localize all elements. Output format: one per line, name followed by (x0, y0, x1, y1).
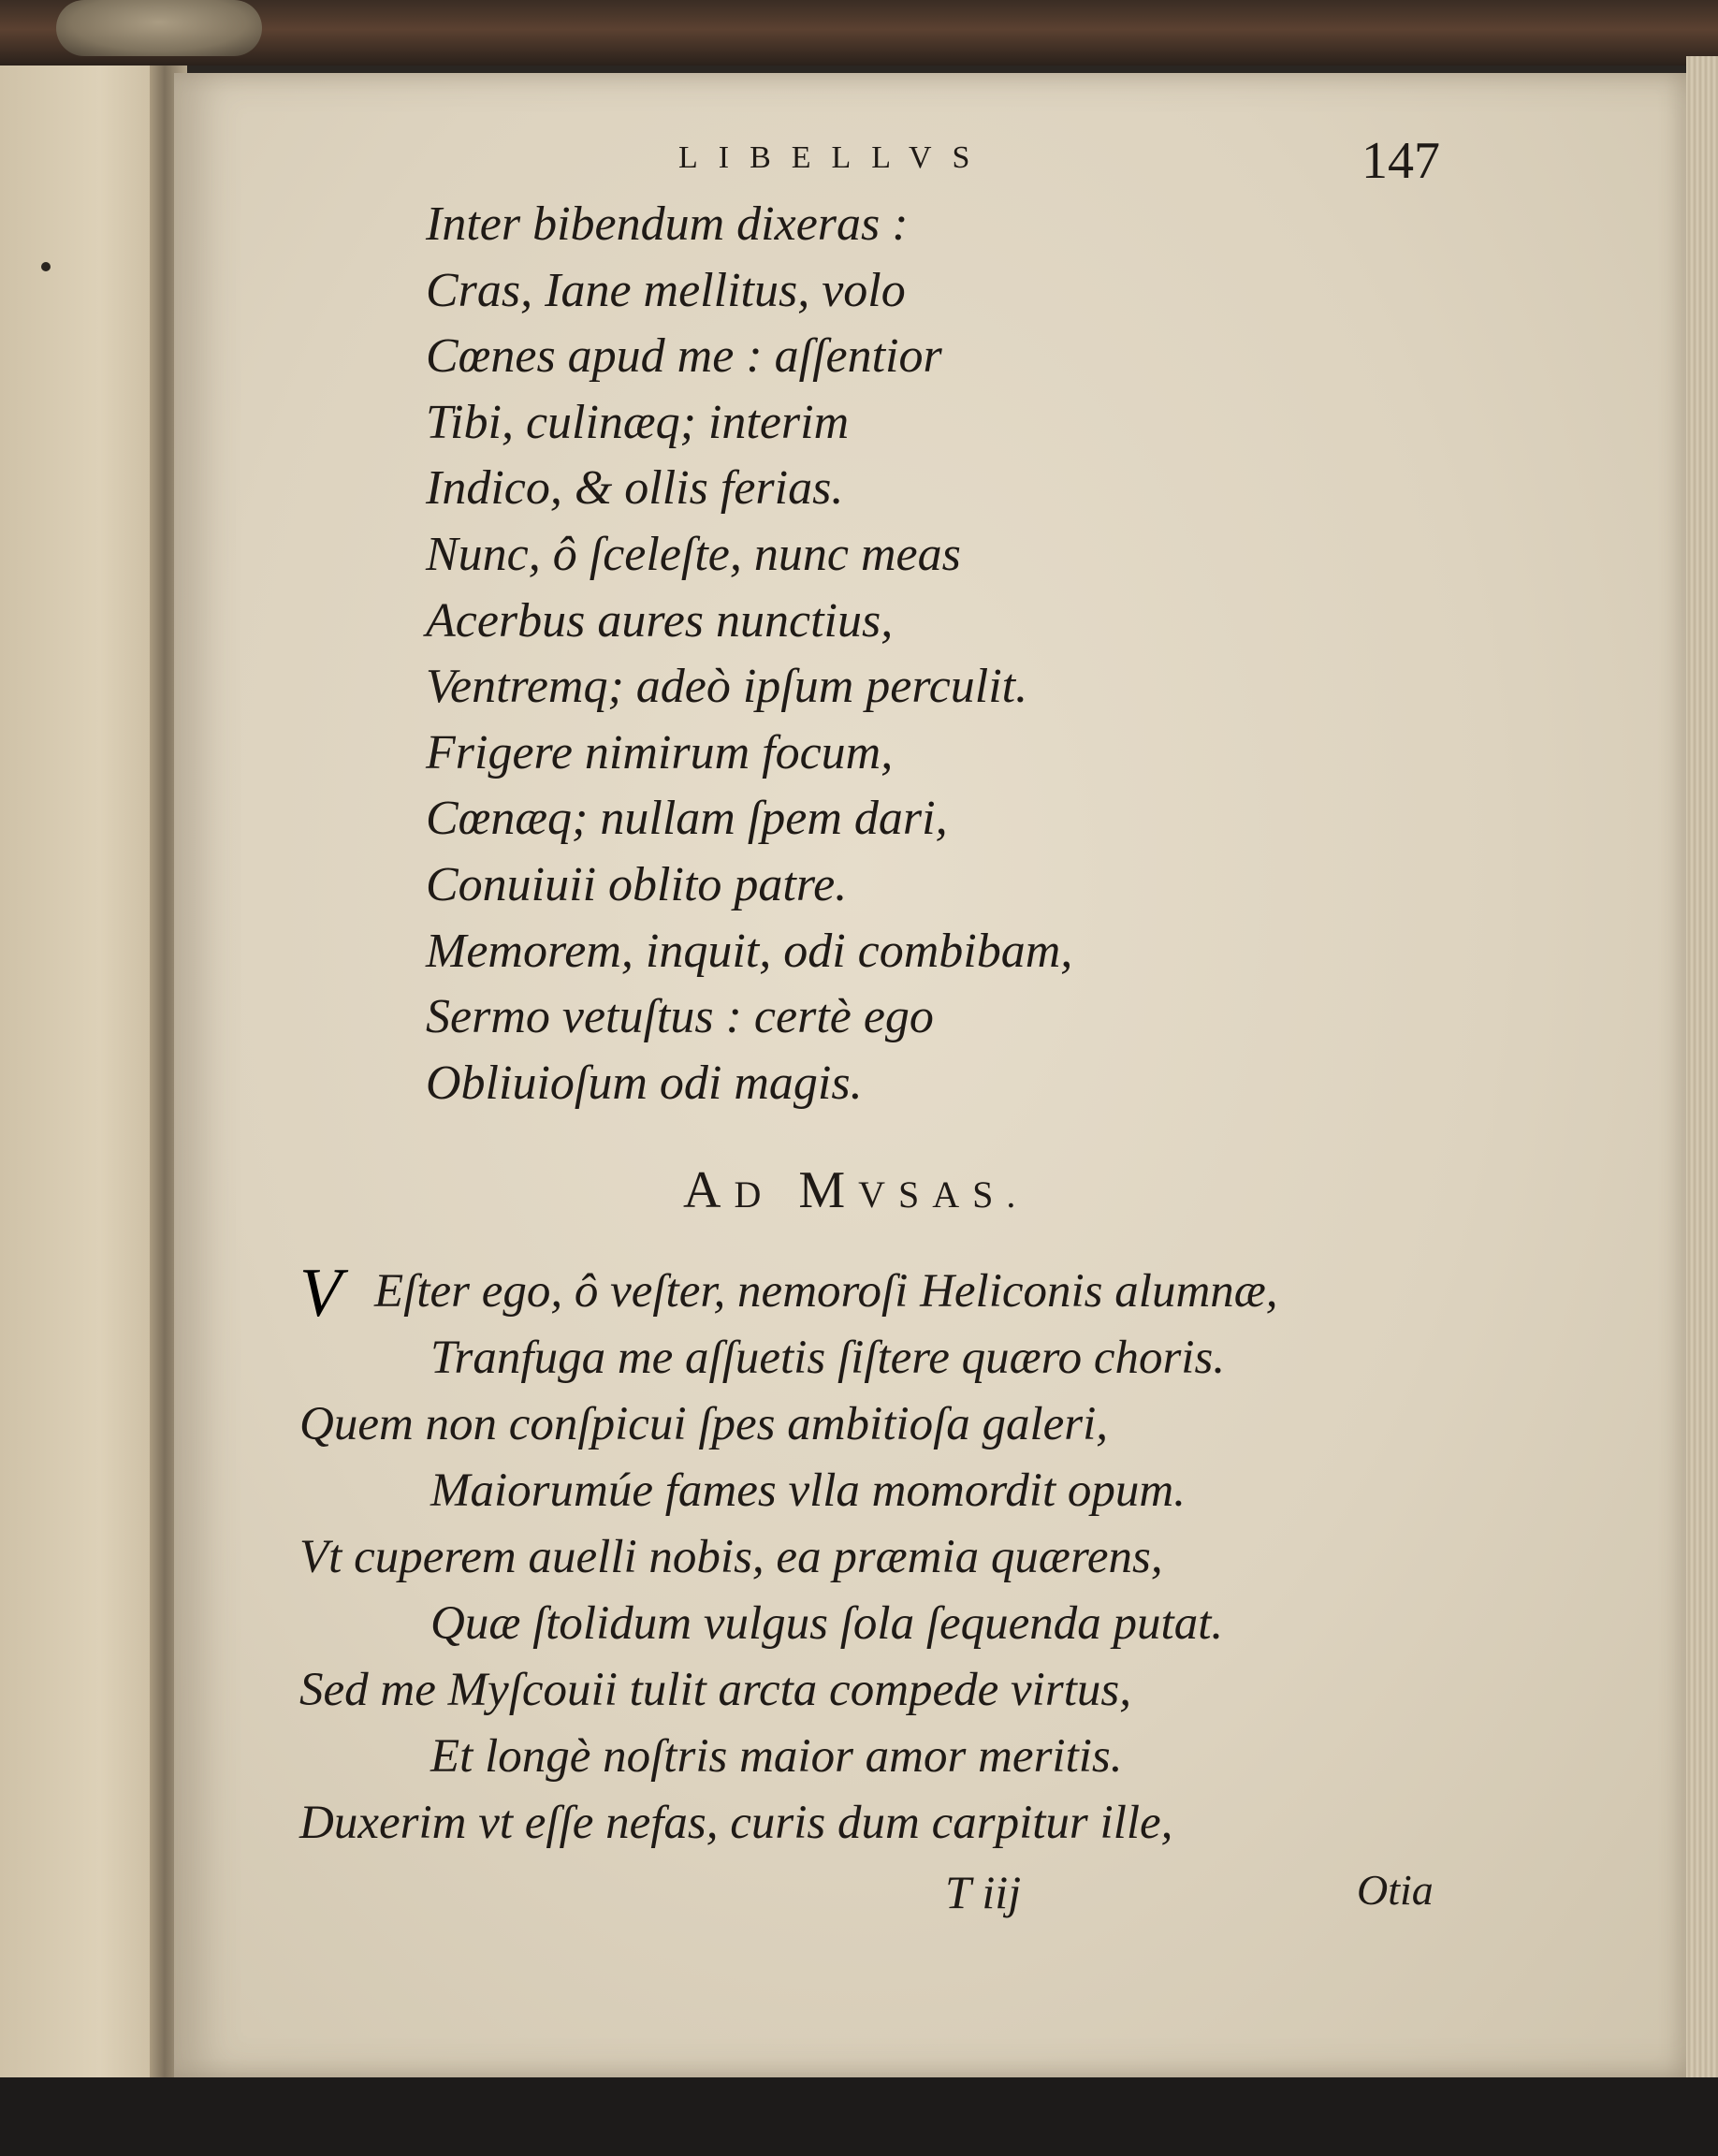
poem-line: Sermo vetuſtus : certè ego (426, 990, 934, 1044)
section-heading (683, 1160, 1028, 1220)
drop-capital: V (299, 1255, 342, 1332)
poem-second (299, 1255, 1278, 1857)
page-number: 147 (1361, 132, 1440, 190)
poem-line: Et longè noſtris maior amor meritis. (430, 1730, 1123, 1783)
poem-line: Nunc, ô ſceleſte, nunc meas (426, 527, 961, 581)
poem-line: Ventremq; adeò ipſum perculit. (426, 660, 1028, 714)
poem-line: Sed me Myſcouii tulit arcta compede virtus, (299, 1664, 1131, 1716)
poem-line: Cras, Iane mellitus, volo (426, 263, 906, 317)
heading-letter: D (734, 1173, 775, 1216)
poem-line: Quæ ſtolidum vulgus ſola ſequenda putat. (430, 1597, 1224, 1650)
poem-line: Inter bibendum dixeras : (426, 197, 909, 251)
signature-mark: T iij (945, 1866, 1022, 1918)
scan-background (0, 2077, 1718, 2156)
left-page (0, 66, 167, 2077)
binding-ornament (56, 0, 262, 56)
poem-line: Memorem, inquit, odi combibam, (426, 924, 1073, 978)
catchword: Otia (1357, 1866, 1434, 1914)
poem-line: Indico, & ollis ferias. (426, 461, 844, 516)
poem-line: Conuiuii oblito patre. (426, 857, 848, 911)
page-edges (1686, 56, 1718, 2087)
poem-line: Eſter ego, ô veſter, nemoroſi Heliconis alumnæ, (374, 1265, 1278, 1318)
poem-line: Duxerim vt eſſe nefas, curis dum carpitur ille, (299, 1797, 1173, 1849)
poem-line: Quem non conſpicui ſpes ambitioſa galeri, (299, 1398, 1109, 1450)
poem-line: Obliuioſum odi magis. (426, 1056, 863, 1110)
poem-line: Maiorumúe fames vlla momordit opum. (430, 1464, 1186, 1517)
heading-letter: M (798, 1161, 859, 1219)
ink-dot (41, 262, 51, 271)
poem-line: Cœnes apud me : aſſentior (426, 329, 942, 384)
book-binding (0, 0, 1718, 66)
heading-letter: VSAS. (858, 1173, 1029, 1216)
heading-letter: A (683, 1161, 735, 1219)
poem-line: Tibi, culinæq; interim (426, 395, 850, 449)
running-head: LIBELLVS (678, 140, 991, 175)
poem-line: Vt cuperem auelli nobis, ea præmia quærens, (299, 1531, 1163, 1583)
poem-line: Acerbus aures nunctius, (426, 593, 894, 648)
poem-first (426, 192, 1072, 1116)
poem-line: Cœnæq; nullam ſpem dari, (426, 792, 948, 846)
poem-line: Tranfuga me aſſuetis ſiſtere quæro choris. (430, 1332, 1226, 1384)
poem-line: Frigere nimirum focum, (426, 725, 894, 779)
